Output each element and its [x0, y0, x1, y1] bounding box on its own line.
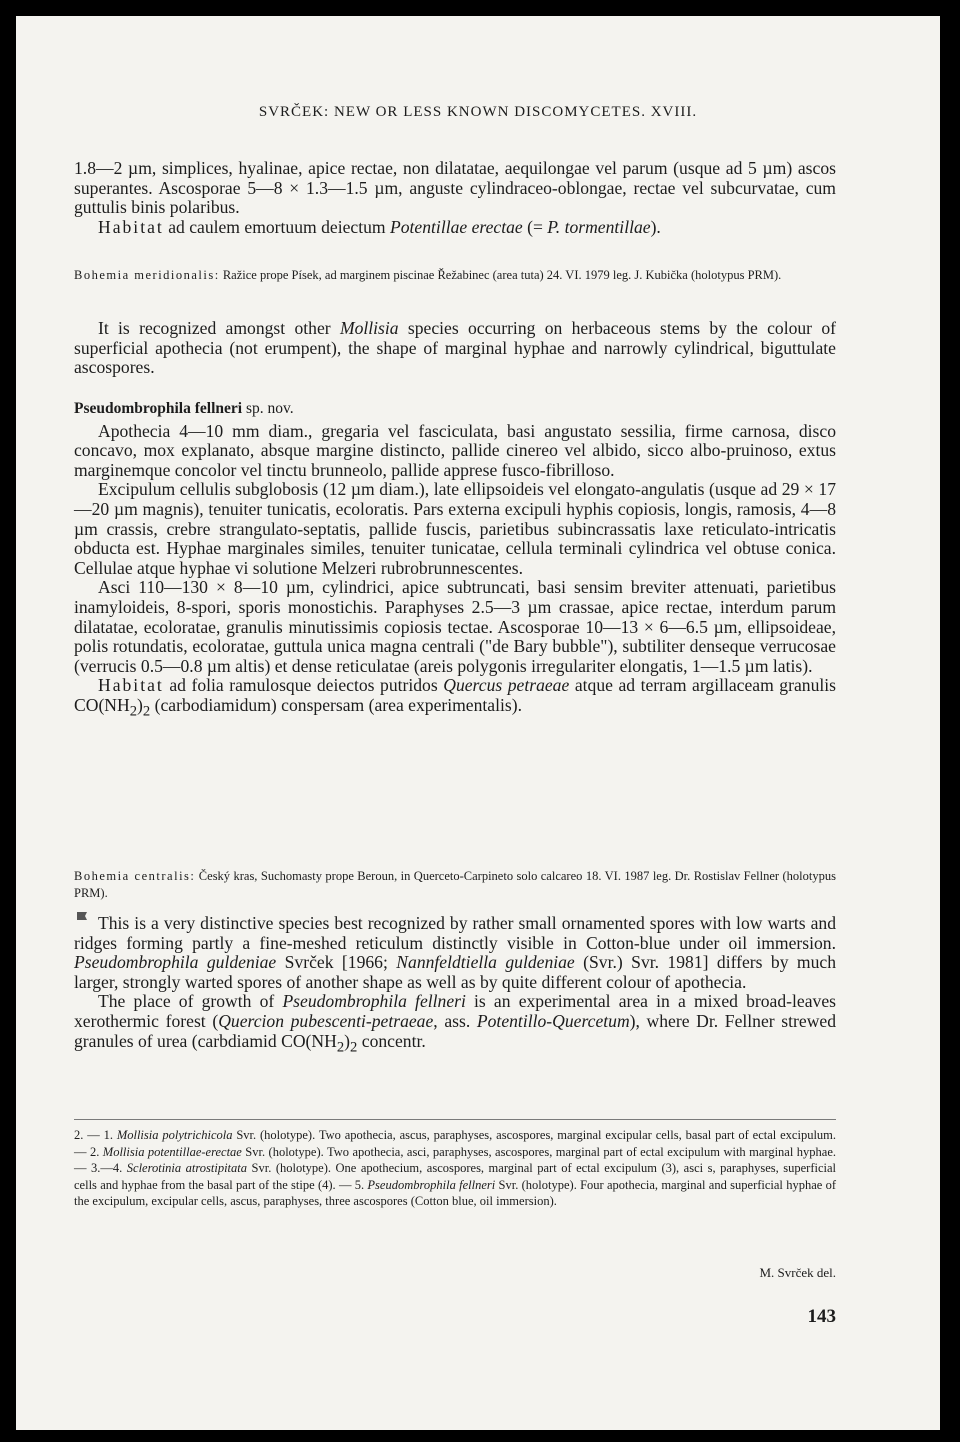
text: It is recognized amongst other — [98, 318, 340, 338]
habitat-paragraph — [74, 676, 836, 722]
remarks-paragraph — [74, 914, 836, 992]
locality-text: Český kras, Suchomasty prope Beroun, in Querceto-Carpineto solo calcareo 18. VI. 1987 leg. Dr. Rostislav Fellner (holotypus PRM). — [74, 869, 836, 900]
footnote-divider — [74, 1119, 836, 1120]
habitat-text: ad folia ramulosque deiectos putridos — [163, 675, 444, 696]
text: ) — [344, 1030, 351, 1051]
species-name: Sclerotinia atrostipitata — [126, 1161, 248, 1176]
species-name: Mollisia polytrichicola — [116, 1128, 233, 1142]
habitat-text: (carbodiamidum) conspersam (area experimentalis). — [150, 694, 522, 715]
subscript: 2 — [336, 1039, 345, 1056]
remarks-paragraph — [74, 992, 836, 1057]
association-name: Potentillo-Quercetum — [476, 1010, 630, 1031]
discussion-paragraph — [74, 319, 836, 378]
asci-paragraph: Asci 110—130 × 8—10 µm, cylindrici, apice subtruncati, basi sensim breviter attenuati, parietibus inamyloideis, 8-spori, sporis monostichis. Paraphyses 2.5—3 µm crassae, apice rectae, interdum parum dilatatae, ecoloratae, granulis minutissimis copiosis tectae. Ascosporae 10—13 × 6—6.5 µm, ellipsoideae, polis rotundatis, ecoloratae, guttula unica magna centrali ("de Bary bubble"), subtiliter denseque verrucosae (verrucis 0.5—0.8 µm altis) et dense reticulatae (areis polygonis irregulariter elongatis, 1—1.5 µm latis). — [74, 577, 836, 676]
text: The place of growth of — [98, 991, 283, 1012]
habitat-label: Habitat — [98, 216, 164, 237]
genus-name: Mollisia — [339, 318, 399, 338]
illustrator-credit: M. Svrček del. — [759, 1265, 836, 1280]
locality-note — [74, 868, 836, 902]
species-name: Nannfeldtiella guldeniae — [396, 952, 575, 973]
text: is an experimental area in a mixed broad-leaves xerothermic forest ( — [74, 991, 836, 1031]
figure-caption — [74, 1127, 836, 1210]
caption-text: Svr. (holotype). Two apothecia, ascus, paraphyses, ascospores, marginal excipular cells, basal part of ectal excipulum. — 2. — [74, 1128, 837, 1159]
species-name: Pseudombrophila fellneri — [74, 400, 243, 417]
paragraph-description-end — [74, 159, 836, 237]
remarks — [74, 914, 836, 1058]
species-rank: sp. nov. — [242, 400, 294, 417]
species-name: Pseudombrophila guldeniae — [74, 952, 277, 973]
subscript: 2 — [142, 703, 151, 720]
caption-text: Svr. (holotype). Four apothecia, marginal and superficial hyphae of the excipulum, excipular cells, ascus, paraphyses, three ascospores (Cotton blue, oil immersion). — [74, 1177, 836, 1209]
text: concentr. — [357, 1030, 426, 1051]
running-header: SVRČEK: NEW OR LESS KNOWN DISCOMYCETES. XVIII. — [258, 104, 698, 120]
caption-text: Svr. (holotype). Two apothecia, asci, paraphyses, ascospores, marginal part of ectal excipulum with marginal hyphae. — 3.—4. — [74, 1144, 836, 1176]
association-name: Quercion pubescenti-petraeae — [218, 1010, 434, 1031]
excipulum-paragraph: Excipulum cellulis subglobosis (12 µm diam.), late ellipsoideis vel elongato-angulatis (usque ad 29 × 17—20 µm magnis), tenuiter tunicatis, ecoloratis. Pars externa excipuli hyphis copiosis, longis, ramosis, 4—8 µm crassis, crebre strangulato-septatis, pallide fuscis, parietibus subincrassatis laxe reticulato-intricatis obducta est. Hyphae marginales similes, tenuiter tunicatae, cellula terminali cylindrica vel obtuse conica. Cellulae atque hyphae vi solutione Melzeri rubrobrunnescentes. — [74, 479, 836, 578]
book-page — [16, 16, 940, 1430]
caption-text: 2. — 1. — [74, 1128, 117, 1142]
habitat-text: ) — [137, 694, 143, 715]
habitat-paragraph — [74, 218, 836, 238]
caption-text: Svr. (holotype). One apothecium, ascospores, marginal part of ectal excipulum (3), asci s, paraphyses, superficial cells and hyphae from the basal part of the stipe (4). — 5. — [74, 1161, 837, 1192]
species-name: Pseudombrophila fellneri — [282, 991, 466, 1012]
page-number: 143 — [807, 1306, 836, 1327]
habitat-text: (= — [522, 216, 548, 237]
apothecia-paragraph: Apothecia 4—10 mm diam., gregaria vel fasciculata, basi angustato sessilia, firme carnosa, disco concavo, mox explanato, absque margine distincto, pallide cinereo vel albido, sicco albo-pruinoso, extus marginemque concolor vel tinctu brunneolo, pallide apprese fusco-fibrilloso. — [74, 420, 836, 480]
habitat-label: Habitat — [98, 675, 164, 696]
locality-text: Ražice prope Písek, ad marginem piscinae Řežabinec (area tuta) 24. VI. 1979 leg. J. Kubička (holotypus PRM). — [219, 268, 782, 282]
host-name: Potentillae erectae — [390, 216, 523, 237]
locality-region: Bohemia meridionalis: — [74, 268, 220, 282]
text: , ass. — [433, 1010, 477, 1031]
species-description — [74, 398, 836, 722]
paragraph-text: 1.8—2 µm, simplices, hyalinae, apice rectae, non dilatatae, aequilongae vel parum (usque ad 5 µm) ascos superantes. Ascosporae 5—8 × 1.3—1.5 µm, anguste cylindraceo-oblongae, rectae vel subcurvatae, cum guttulis binis polaribus. — [74, 158, 836, 218]
species-heading — [74, 398, 836, 419]
text: ), where Dr. Fellner strewed granules of urea (carbdiamid CO(NH — [74, 1010, 836, 1051]
habitat-text: atque ad terram argillaceam granulis CO(NH — [74, 675, 836, 715]
subscript: 2 — [129, 703, 138, 720]
host-name: P. tormentillae — [547, 216, 651, 237]
host-name: Quercus petraeae — [443, 675, 570, 696]
text: This is a very distinctive species best recognized by rather small ornamented spores with low warts and ridges forming partly a fine-meshed reticulum distinctly visible in Cotton-blue under oil immersion. — [74, 913, 836, 953]
locality-region: Bohemia centralis: — [74, 869, 196, 883]
species-name: Pseudombrophila fellneri — [367, 1177, 496, 1192]
locality-note — [74, 267, 836, 284]
text: species occurring on herbaceous stems by the colour of superficial apothecia (not erumpent), the shape of marginal hyphae and narrowly cylindrical, biguttulate ascospores. — [74, 318, 837, 378]
habitat-text: ad caulem emortuum deiectum — [163, 216, 390, 237]
text: (Svr.) Svr. 1981] differs by much larger, strongly warted spores of another shape as well as by quite different colour of apothecia. — [74, 952, 836, 992]
species-name: Mollisia potentillae-erectae — [102, 1144, 242, 1159]
text: Svrček [1966; — [276, 952, 397, 973]
subscript: 2 — [350, 1039, 358, 1056]
habitat-text: ). — [650, 216, 661, 237]
